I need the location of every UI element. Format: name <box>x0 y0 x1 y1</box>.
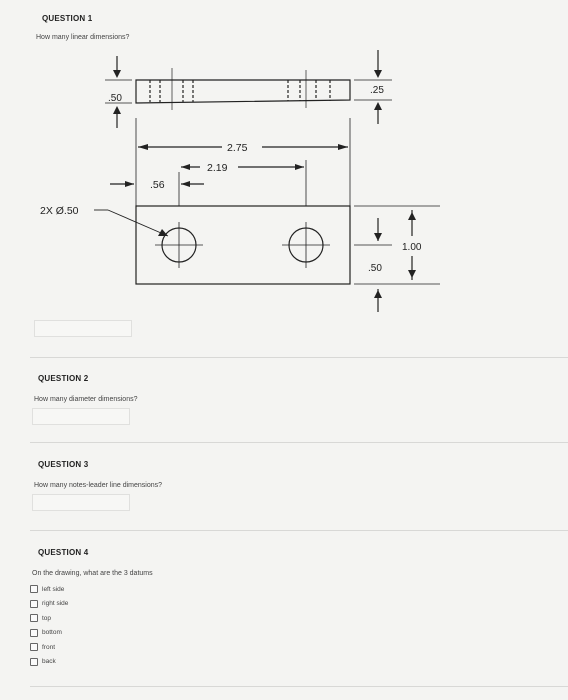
dim-056: .56 <box>150 179 165 191</box>
question-1-title: QUESTION 1 <box>42 14 93 23</box>
checkbox[interactable] <box>30 600 38 608</box>
top-view-outline <box>136 80 350 103</box>
option-bottom[interactable] <box>30 626 68 641</box>
option-left-side[interactable] <box>30 582 68 597</box>
question-4-title: QUESTION 4 <box>38 548 89 557</box>
divider <box>30 686 568 687</box>
technical-drawing <box>0 0 568 330</box>
question-3-text: How many notes-leader line dimensions? <box>34 482 163 489</box>
checkbox[interactable] <box>30 629 38 637</box>
checkbox[interactable] <box>30 585 38 593</box>
question-2-text: How many diameter dimensions? <box>34 396 138 403</box>
checkbox[interactable] <box>30 658 38 666</box>
divider <box>30 530 568 531</box>
divider <box>30 357 568 358</box>
option-label: back <box>42 658 56 666</box>
option-label: left side <box>42 585 65 593</box>
option-label: top <box>42 614 52 622</box>
question-4-text: On the drawing, what are the 3 datums <box>32 570 153 577</box>
dim-050-top: .50 <box>108 93 122 104</box>
dim-050-right: .50 <box>368 263 382 274</box>
question-3-title: QUESTION 3 <box>38 460 89 469</box>
question-2-title: QUESTION 2 <box>38 374 89 383</box>
checkbox[interactable] <box>30 614 38 622</box>
question-1-text: How many linear dimensions? <box>36 34 130 41</box>
dim-275: 2.75 <box>227 142 248 154</box>
dim-025: .25 <box>370 85 384 96</box>
option-right-side[interactable] <box>30 597 68 612</box>
option-label: right side <box>42 600 69 608</box>
dim-100: 1.00 <box>402 242 422 253</box>
option-top[interactable] <box>30 611 68 626</box>
divider <box>30 442 568 443</box>
answer-input-q1[interactable] <box>34 320 132 337</box>
answer-input-q2[interactable] <box>32 408 130 425</box>
dim-2x-diameter: 2X Ø.50 <box>40 205 79 217</box>
option-front[interactable] <box>30 640 68 655</box>
option-label: front <box>42 643 56 651</box>
option-back[interactable] <box>30 655 68 670</box>
option-label: bottom <box>42 629 62 637</box>
dim-219: 2.19 <box>207 162 228 174</box>
answer-input-q3[interactable] <box>32 494 130 511</box>
datum-options <box>30 582 68 669</box>
checkbox[interactable] <box>30 643 38 651</box>
